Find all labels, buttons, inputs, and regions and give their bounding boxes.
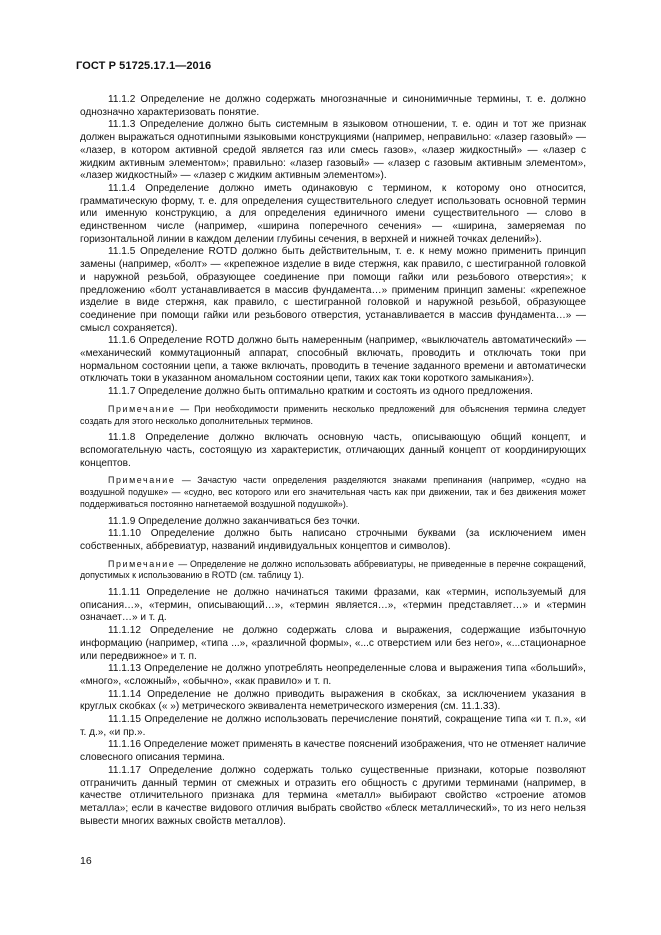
clause-11-1-10: 11.1.10 Определение должно быть написано строчными буквами (за исключением имен собственных, аббревиатур, названий индивидуальных концептов и символов). [80,528,586,552]
standard-header: ГОСТ Р 51725.17.1—2016 [76,60,212,72]
page-number: 16 [80,855,92,867]
clause-11-1-17: 11.1.17 Определение должно содержать только существенные признаки, которые позволяют отграничить данный термин от смежных и отразить его общность с другими терминами (например, в качестве отличительного признака для термина «металл» выбирают свойство «строение атомов металла»; если в качестве видового отличия выбрать свойство «блеск металлический», то из него нельзя вывести многих важных свойств металлов). [80,764,586,827]
note-text: — При необходимости применить несколько предложений для объяснения термина следует создать для этого несколько дополнительных терминов. [80,403,586,426]
note-label: Примечание [108,475,176,486]
clause-11-1-13: 11.1.13 Определение не должно употреблять неопределенные слова и выражения типа «больший», «много», «сложный», «обычно», «как правило» и т. п. [80,663,586,687]
clause-11-1-2: 11.1.2 Определение не должно содержать многозначные и синонимичные термины, т. е. должно однозначно характеризовать понятие. [80,94,586,118]
clause-11-1-16: 11.1.16 Определение может применять в качестве пояснений изображения, что не отменяет наличие словесного описания термина. [80,739,586,764]
clause-11-1-4: 11.1.4 Определение должно иметь одинаковую с термином, к которому оно относится, грамматическую форму, т. е. для определения существительного следует использовать основной термин или именную конструкцию, а для определения единичного имени существительного — слово в единственном числе (например, «ширина поперечного сечения» — «ширина, замеряемая по горизонтальной линии в каждом делении глубины сечения, в верхней и нижней точках делений»). [80,182,586,245]
note-3 [80,559,586,582]
clause-11-1-14: 11.1.14 Определение не должно приводить выражения в скобках, за исключением указания в круглых скобках (« ») метрического эквивалента неметрического измерения (см. 11.1.33). [80,688,586,713]
clause-11-1-3: 11.1.3 Определение должно быть системным в языковом отношении, т. е. один и тот же признак должен выражаться однотипными языковыми конструкциями (например, неправильно: «лазер газовый» — «лазер, в котором активной средой является газ или смесь газов», «лазер жидкостный» — «лазер с жидким активным элементом»; правильно: «лазер газовый» — «лазер с газовым активным элементом», «лазер жидкостный» — «лазер с жидким активным элементом»). [80,119,586,182]
note-text: — Зачастую части определения разделяются знаками препинания (например, «судно на воздушной подушке» — «судно, вес которого или его значительная часть как при движении, так и без движения может поддерживаться постоянно нагнетаемой воздушной подушкой»). [80,475,586,509]
clause-11-1-6: 11.1.6 Определение ROTD должно быть намеренным (например, «выключатель автоматический» — «механический коммутационный аппарат, способный включать, проводить и отключать токи при нормальном состоянии цепи, а также включать, проводить в течение заданного времени и автоматически отключать токи в указанном аномальном состоянии цепи, таких как токи короткого замыкания»). [80,335,586,385]
clause-11-1-11: 11.1.11 Определение не должно начинаться такими фразами, как «термин, используемый для описания…», «термин, описывающий…», «термин является…», «термин представляет…» и «термин означает…» и т. д. [80,587,586,624]
note-1 [80,404,586,427]
clause-11-1-15: 11.1.15 Определение не должно использовать перечисление понятий, сокращение типа «и т. п.», «и т. д.», «и пр.». [80,714,586,738]
clause-11-1-9: 11.1.9 Определение должно заканчиваться без точки. [108,515,360,527]
note-2 [80,475,586,510]
page-content [80,94,586,828]
clause-11-1-12: 11.1.12 Определение не должно содержать слова и выражения, содержащие избыточную информацию (например, «типа ...», «различной формы», «...с отверстием или без него», «...стационарное или передвижное» и т. п. [80,625,586,662]
note-text: — Определение не должно использовать аббревиатуры, не приведенные в перечне сокращений, допустимых к использованию в ROTD (см. таблицу 1). [80,558,586,581]
note-label: Примечание [108,403,176,414]
clause-11-1-7: 11.1.7 Определение должно быть оптимально кратким и состоять из одного предложения. [108,386,533,398]
clause-11-1-5: 11.1.5 Определение ROTD должно быть действительным, т. е. к нему можно применить принцип замены (например, «болт» — «крепежное изделие в виде стержня, как правило, с шестигранной головкой и наружной резьбой, образующее соединение при помощи гайки или резьбового отверстия»; к предложению «болт устанавливается в массив фундамента…» применим принцип замены: «крепежное изделие в виде стержня, как правило, с шестигранной головкой и наружной резьбой, образующее соединение при помощи гайки или резьбового отверстия, устанавливается в массив фундамента…» — смысл сохраняется). [80,246,586,334]
clause-11-1-8: 11.1.8 Определение должно включать основную часть, описывающую общий концепт, и вспомогательную часть, состоящую из характеристик, отличающих данный концепт от координирующих концептов. [80,432,586,469]
note-label: Примечание [108,558,176,569]
